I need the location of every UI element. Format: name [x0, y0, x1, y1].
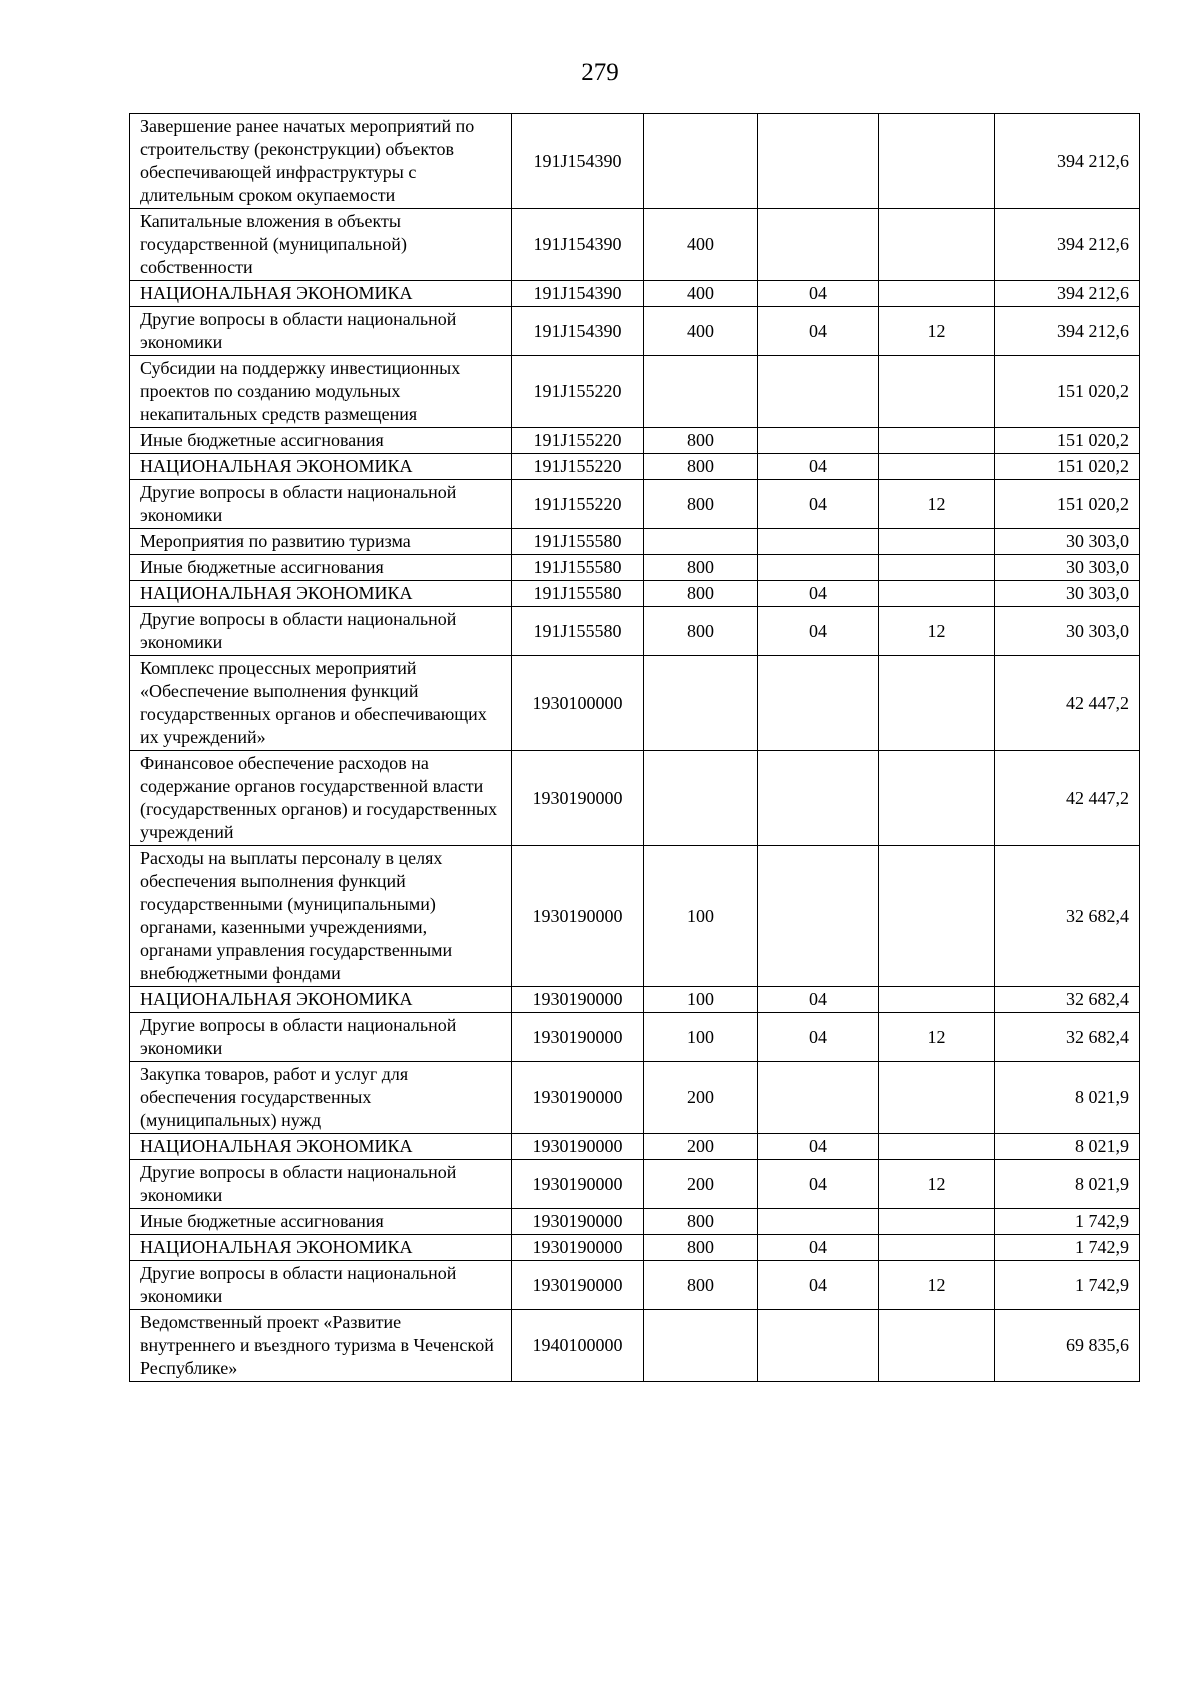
expense-name-cell: Завершение ранее начатых мероприятий по строительству (реконструкции) объектов обеспечивающей инфраструктуры с длительным сроком окупаемости: [130, 114, 512, 209]
subsection-code-cell: [879, 656, 995, 751]
section-code-cell: 04: [758, 1261, 879, 1310]
table-row: [130, 751, 1140, 846]
expense-type-code-cell: 100: [644, 1013, 758, 1062]
table-row: [130, 656, 1140, 751]
expense-name-cell: Субсидии на поддержку инвестиционных проектов по созданию модульных некапитальных средств размещения: [130, 356, 512, 428]
target-article-code-cell: 191J155220: [512, 480, 644, 529]
table-row: [130, 1160, 1140, 1209]
table-row: [130, 607, 1140, 656]
amount-cell: 151 020,2: [995, 356, 1140, 428]
expense-type-code-cell: 100: [644, 846, 758, 987]
expense-type-code-cell: 100: [644, 987, 758, 1013]
expense-name-cell: Ведомственный проект «Развитие внутреннего и въездного туризма в Чеченской Республике»: [130, 1310, 512, 1382]
expense-name-cell: НАЦИОНАЛЬНАЯ ЭКОНОМИКА: [130, 987, 512, 1013]
expense-name-cell: Другие вопросы в области национальной экономики: [130, 1261, 512, 1310]
expense-type-code-cell: 800: [644, 1235, 758, 1261]
table-row: [130, 281, 1140, 307]
subsection-code-cell: [879, 987, 995, 1013]
target-article-code-cell: 191J155220: [512, 454, 644, 480]
section-code-cell: [758, 209, 879, 281]
expense-name-cell: Другие вопросы в области национальной экономики: [130, 307, 512, 356]
table-row: [130, 1134, 1140, 1160]
table-row: [130, 1310, 1140, 1382]
expense-type-code-cell: 800: [644, 1209, 758, 1235]
section-code-cell: 04: [758, 987, 879, 1013]
subsection-code-cell: [879, 356, 995, 428]
subsection-code-cell: 12: [879, 307, 995, 356]
subsection-code-cell: [879, 846, 995, 987]
expense-name-cell: НАЦИОНАЛЬНАЯ ЭКОНОМИКА: [130, 454, 512, 480]
section-code-cell: [758, 114, 879, 209]
target-article-code-cell: 191J155580: [512, 581, 644, 607]
amount-cell: 32 682,4: [995, 846, 1140, 987]
amount-cell: 30 303,0: [995, 607, 1140, 656]
expense-name-cell: НАЦИОНАЛЬНАЯ ЭКОНОМИКА: [130, 1134, 512, 1160]
target-article-code-cell: 191J154390: [512, 209, 644, 281]
target-article-code-cell: 1930190000: [512, 1013, 644, 1062]
expense-type-code-cell: 800: [644, 555, 758, 581]
section-code-cell: [758, 846, 879, 987]
table-row: [130, 846, 1140, 987]
expense-type-code-cell: [644, 1310, 758, 1382]
section-code-cell: [758, 428, 879, 454]
amount-cell: 394 212,6: [995, 209, 1140, 281]
budget-table-body: [130, 114, 1140, 1382]
amount-cell: 151 020,2: [995, 480, 1140, 529]
target-article-code-cell: 191J154390: [512, 307, 644, 356]
target-article-code-cell: 1930190000: [512, 1235, 644, 1261]
subsection-code-cell: 12: [879, 1013, 995, 1062]
subsection-code-cell: [879, 555, 995, 581]
subsection-code-cell: [879, 1310, 995, 1382]
table-row: [130, 1261, 1140, 1310]
section-code-cell: [758, 555, 879, 581]
expense-type-code-cell: [644, 529, 758, 555]
section-code-cell: 04: [758, 281, 879, 307]
expense-name-cell: НАЦИОНАЛЬНАЯ ЭКОНОМИКА: [130, 581, 512, 607]
subsection-code-cell: [879, 1062, 995, 1134]
amount-cell: 151 020,2: [995, 428, 1140, 454]
table-row: [130, 209, 1140, 281]
subsection-code-cell: 12: [879, 1160, 995, 1209]
section-code-cell: [758, 529, 879, 555]
amount-cell: 1 742,9: [995, 1261, 1140, 1310]
amount-cell: 8 021,9: [995, 1062, 1140, 1134]
subsection-code-cell: [879, 281, 995, 307]
table-row: [130, 987, 1140, 1013]
subsection-code-cell: 12: [879, 607, 995, 656]
expense-type-code-cell: [644, 114, 758, 209]
amount-cell: 30 303,0: [995, 555, 1140, 581]
expense-name-cell: НАЦИОНАЛЬНАЯ ЭКОНОМИКА: [130, 1235, 512, 1261]
table-row: [130, 454, 1140, 480]
target-article-code-cell: 191J154390: [512, 114, 644, 209]
amount-cell: 30 303,0: [995, 581, 1140, 607]
expense-type-code-cell: 800: [644, 454, 758, 480]
table-row: [130, 356, 1140, 428]
budget-table: [129, 113, 1140, 1382]
expense-type-code-cell: 200: [644, 1160, 758, 1209]
subsection-code-cell: [879, 1134, 995, 1160]
section-code-cell: [758, 356, 879, 428]
subsection-code-cell: [879, 114, 995, 209]
table-row: [130, 480, 1140, 529]
expense-name-cell: Иные бюджетные ассигнования: [130, 555, 512, 581]
amount-cell: 1 742,9: [995, 1209, 1140, 1235]
subsection-code-cell: [879, 1235, 995, 1261]
target-article-code-cell: 1930190000: [512, 1160, 644, 1209]
target-article-code-cell: 191J155580: [512, 607, 644, 656]
table-row: [130, 1209, 1140, 1235]
amount-cell: 1 742,9: [995, 1235, 1140, 1261]
amount-cell: 151 020,2: [995, 454, 1140, 480]
amount-cell: 30 303,0: [995, 529, 1140, 555]
expense-name-cell: Другие вопросы в области национальной экономики: [130, 1013, 512, 1062]
expense-name-cell: НАЦИОНАЛЬНАЯ ЭКОНОМИКА: [130, 281, 512, 307]
amount-cell: 32 682,4: [995, 1013, 1140, 1062]
subsection-code-cell: [879, 1209, 995, 1235]
section-code-cell: [758, 1062, 879, 1134]
section-code-cell: [758, 656, 879, 751]
subsection-code-cell: 12: [879, 1261, 995, 1310]
amount-cell: 42 447,2: [995, 656, 1140, 751]
section-code-cell: 04: [758, 454, 879, 480]
amount-cell: 32 682,4: [995, 987, 1140, 1013]
target-article-code-cell: 1930190000: [512, 751, 644, 846]
target-article-code-cell: 1930190000: [512, 1134, 644, 1160]
subsection-code-cell: 12: [879, 480, 995, 529]
expense-type-code-cell: 400: [644, 281, 758, 307]
subsection-code-cell: [879, 209, 995, 281]
amount-cell: 394 212,6: [995, 307, 1140, 356]
section-code-cell: [758, 1310, 879, 1382]
expense-type-code-cell: 400: [644, 209, 758, 281]
expense-type-code-cell: [644, 656, 758, 751]
target-article-code-cell: 1930190000: [512, 987, 644, 1013]
target-article-code-cell: 1940100000: [512, 1310, 644, 1382]
expense-type-code-cell: [644, 356, 758, 428]
expense-type-code-cell: [644, 751, 758, 846]
target-article-code-cell: 191J155580: [512, 529, 644, 555]
amount-cell: 394 212,6: [995, 114, 1140, 209]
expense-name-cell: Финансовое обеспечение расходов на содержание органов государственной власти (государственных органов) и государственных учреждений: [130, 751, 512, 846]
table-row: [130, 555, 1140, 581]
expense-name-cell: Комплекс процессных мероприятий «Обеспечение выполнения функций государственных органов и обеспечивающих их учреждений»: [130, 656, 512, 751]
table-row: [130, 581, 1140, 607]
section-code-cell: 04: [758, 607, 879, 656]
expense-name-cell: Иные бюджетные ассигнования: [130, 428, 512, 454]
expense-name-cell: Закупка товаров, работ и услуг для обеспечения государственных (муниципальных) нужд: [130, 1062, 512, 1134]
expense-name-cell: Другие вопросы в области национальной экономики: [130, 607, 512, 656]
expense-type-code-cell: 400: [644, 307, 758, 356]
expense-name-cell: Другие вопросы в области национальной экономики: [130, 1160, 512, 1209]
section-code-cell: 04: [758, 307, 879, 356]
table-row: [130, 1062, 1140, 1134]
expense-type-code-cell: 800: [644, 581, 758, 607]
expense-name-cell: Расходы на выплаты персоналу в целях обеспечения выполнения функций государственными (муниципальными) органами, казенными учреждениями, органами управления государственными внебюджетными фондами: [130, 846, 512, 987]
amount-cell: 8 021,9: [995, 1134, 1140, 1160]
page-number: 279: [581, 59, 619, 86]
target-article-code-cell: 1930190000: [512, 1062, 644, 1134]
target-article-code-cell: 1930190000: [512, 1261, 644, 1310]
amount-cell: 42 447,2: [995, 751, 1140, 846]
expense-type-code-cell: 800: [644, 428, 758, 454]
expense-type-code-cell: 200: [644, 1062, 758, 1134]
target-article-code-cell: 1930100000: [512, 656, 644, 751]
section-code-cell: 04: [758, 480, 879, 529]
target-article-code-cell: 1930190000: [512, 846, 644, 987]
section-code-cell: 04: [758, 1160, 879, 1209]
expense-name-cell: Капитальные вложения в объекты государственной (муниципальной) собственности: [130, 209, 512, 281]
section-code-cell: 04: [758, 581, 879, 607]
expense-name-cell: Мероприятия по развитию туризма: [130, 529, 512, 555]
expense-type-code-cell: 800: [644, 1261, 758, 1310]
section-code-cell: 04: [758, 1134, 879, 1160]
subsection-code-cell: [879, 428, 995, 454]
target-article-code-cell: 191J155220: [512, 356, 644, 428]
amount-cell: 394 212,6: [995, 281, 1140, 307]
table-row: [130, 1235, 1140, 1261]
table-row: [130, 1013, 1140, 1062]
table-row: [130, 428, 1140, 454]
table-row: [130, 114, 1140, 209]
target-article-code-cell: 191J154390: [512, 281, 644, 307]
expense-type-code-cell: 800: [644, 480, 758, 529]
amount-cell: 8 021,9: [995, 1160, 1140, 1209]
expense-type-code-cell: 200: [644, 1134, 758, 1160]
table-row: [130, 307, 1140, 356]
section-code-cell: 04: [758, 1235, 879, 1261]
expense-name-cell: Иные бюджетные ассигнования: [130, 1209, 512, 1235]
subsection-code-cell: [879, 529, 995, 555]
section-code-cell: 04: [758, 1013, 879, 1062]
table-row: [130, 529, 1140, 555]
target-article-code-cell: 1930190000: [512, 1209, 644, 1235]
subsection-code-cell: [879, 751, 995, 846]
subsection-code-cell: [879, 454, 995, 480]
expense-type-code-cell: 800: [644, 607, 758, 656]
expense-name-cell: Другие вопросы в области национальной экономики: [130, 480, 512, 529]
target-article-code-cell: 191J155220: [512, 428, 644, 454]
section-code-cell: [758, 751, 879, 846]
section-code-cell: [758, 1209, 879, 1235]
amount-cell: 69 835,6: [995, 1310, 1140, 1382]
target-article-code-cell: 191J155580: [512, 555, 644, 581]
subsection-code-cell: [879, 581, 995, 607]
